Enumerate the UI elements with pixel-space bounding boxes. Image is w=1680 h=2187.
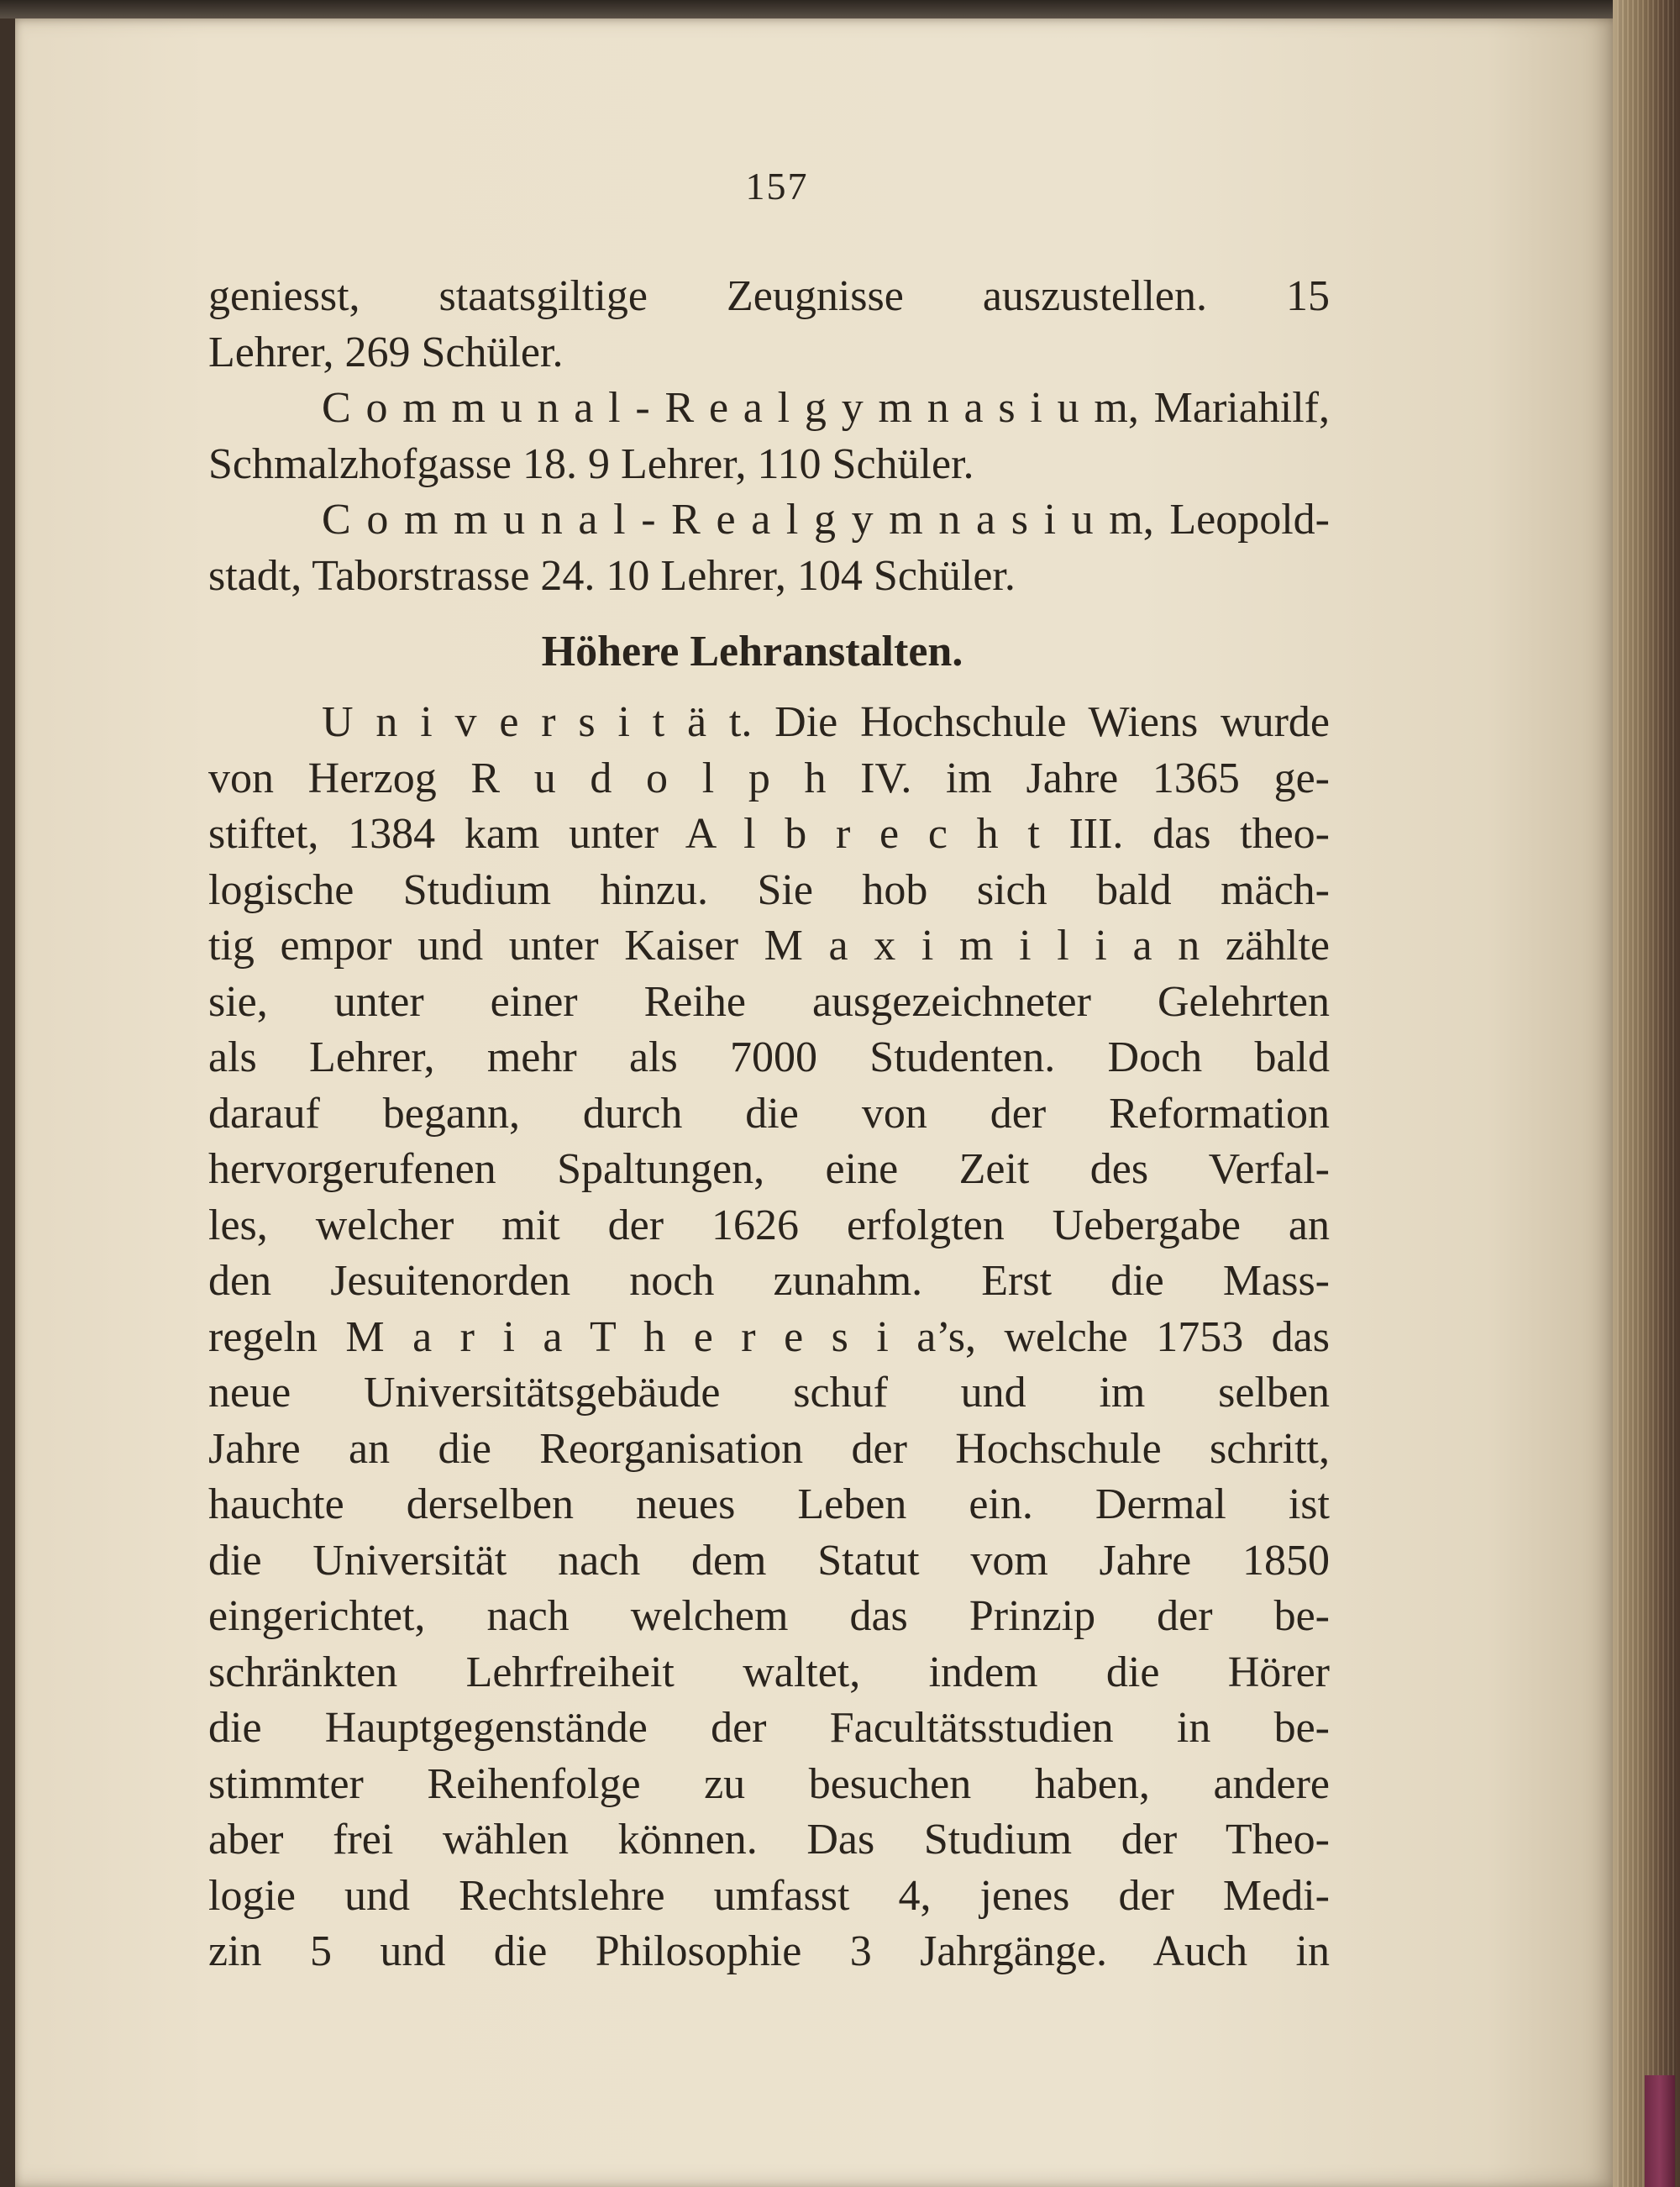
text-line: schränkten Lehrfreiheit waltet, indem die Hörer: [208, 1648, 1330, 1696]
text-line: stimmter Reihenfolge zu besuchen haben, andere: [208, 1759, 1330, 1808]
text-line: hervorgerufenen Spaltungen, eine Zeit des Verfal-: [208, 1145, 1330, 1193]
text-line: Jahre an die Reorganisation der Hochschule schritt,: [208, 1424, 1330, 1473]
section-heading: Höhere Lehranstalten.: [541, 628, 963, 676]
page-top-shadow: [0, 0, 1621, 18]
text-line: Lehrer, 269 Schüler.: [208, 328, 564, 376]
text-line: stadt, Taborstrasse 24. 10 Lehrer, 104 Schüler.: [208, 551, 1016, 600]
text-line: die Hauptgegenstände der Facultätsstudien in be-: [208, 1704, 1330, 1752]
text-line: den Jesuitenorden noch zunahm. Erst die Mass-: [208, 1257, 1330, 1305]
text-line: eingerichtet, nach welchem das Prinzip der be-: [208, 1592, 1330, 1640]
text-line: U n i v e r s i t ä t. Die Hochschule Wiens wurde: [322, 698, 1330, 746]
text-line: logische Studium hinzu. Sie hob sich bald mäch-: [208, 865, 1330, 914]
text-line: Schmalzhofgasse 18. 9 Lehrer, 110 Schüler.: [208, 439, 974, 488]
text-line: regeln M a r i a T h e r e s i a’s, welche 1753 das: [208, 1312, 1330, 1361]
bookmark-ribbon: [1645, 2075, 1675, 2187]
text-line: die Universität nach dem Statut vom Jahre 1850: [208, 1536, 1330, 1585]
text-line: von Herzog R u d o l p h IV. im Jahre 1365 ge-: [208, 754, 1330, 802]
text-line: C o m m u n a l - R e a l g y m n a s i u m, Leopold-: [322, 496, 1330, 544]
spacer: [208, 683, 1330, 695]
text-line: darauf begann, durch die von der Reformation: [208, 1089, 1330, 1138]
spacer: [208, 604, 1330, 616]
text-line: C o m m u n a l - R e a l g y m n a s i u m, Mariahilf,: [322, 384, 1330, 432]
text-line: zin 5 und die Philosophie 3 Jahrgänge. Auch in: [208, 1927, 1330, 1975]
text-line: logie und Rechtslehre umfasst 4, jenes der Medi-: [208, 1871, 1330, 1920]
page-stack-lines: [1617, 0, 1676, 2187]
text-line: tig empor und unter Kaiser M a x i m i l i a n zählte: [208, 922, 1330, 970]
text-line: les, welcher mit der 1626 erfolgten Uebergabe an: [208, 1201, 1330, 1249]
text-line: sie, unter einer Reihe ausgezeichneter Gelehrten: [208, 977, 1330, 1026]
text-line: neue Universitätsgebäude schuf und im selben: [208, 1369, 1330, 1417]
text-line: stiftet, 1384 kam unter A l b r e c h t III. das theo-: [208, 810, 1330, 858]
text-line: als Lehrer, mehr als 7000 Studenten. Doch bald: [208, 1033, 1330, 1081]
page-number: 157: [745, 165, 809, 208]
text-line: hauchte derselben neues Leben ein. Dermal ist: [208, 1480, 1330, 1528]
body-text: [208, 269, 1330, 1980]
text-line: geniesst, staatsgiltige Zeugnisse auszustellen. 15: [208, 272, 1330, 320]
text-line: aber frei wählen können. Das Studium der Theo-: [208, 1816, 1330, 1864]
